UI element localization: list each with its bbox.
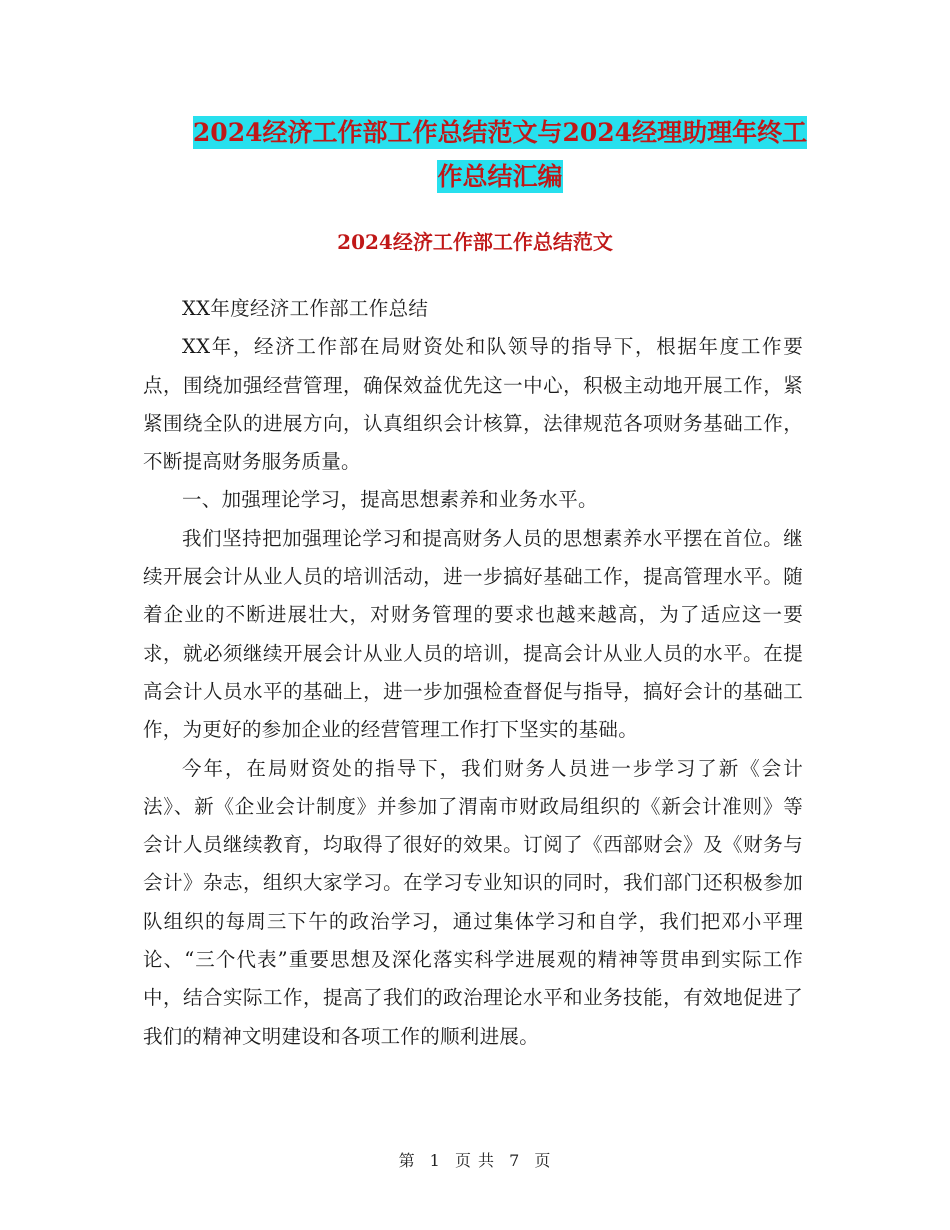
paragraph: XX年，经济工作部在局财资处和队领导的指导下，根据年度工作要点，围绕加强经营管理，确保效益优先这一中心，积极主动地开展工作，紧紧围绕全队的进展方向，认真组织会计核算，法律规范各项财务基础工作，不断提高财务服务质量。 [143,335,803,474]
paragraph-heading: XX年度经济工作部工作总结 [182,297,429,320]
paragraph: 我们坚持把加强理论学习和提高财务人员的思想素养水平摆在首位。继续开展会计从业人员的培训活动，进一步搞好基础工作，提高管理水平。随着企业的不断进展壮大，对财务管理的要求也越来越高，为了适应这一要求，就必须继续开展会计从业人员的培训，提高会计从业人员的水平。在提高会计人员水平的基础上，进一步加强检查督促与指导，搞好会计的基础工作，为更好的参加企业的经营管理工作打下坚实的基础。 [143,526,803,742]
page-number: 1 [429,1151,441,1170]
footer-prefix: 第 [398,1151,416,1170]
footer-mid: 页 共 [454,1151,496,1170]
document-title-line-1: 2024经济工作部工作总结范文与2024经理助理年终工 [192,118,808,147]
footer-suffix: 页 [534,1151,552,1170]
paragraph-section-heading: 一、加强理论学习，提高思想素养和业务水平。 [182,488,598,512]
page-total: 7 [509,1151,521,1170]
document-title-line-2: 作总结汇编 [437,162,563,191]
paragraph: 今年，在局财资处的指导下，我们财务人员进一步学习了新《会计法》、新《企业会计制度》并参加了渭南市财政局组织的《新会计准则》等会计人员继续教育，均取得了很好的效果。订阅了《西部财会》及《财务与会计》杂志，组织大家学习。在学习专业知识的同时，我们部门还积极参加队组织的每周三下午的政治学习，通过集体学习和自学，我们把邓小平理论、“三个代表”重要思想及深化落实科学进展观的精神等贯串到实际工作中，结合实际工作，提高了我们的政治理论水平和业务技能，有效地促进了我们的精神文明建设和各项工作的顺利进展。 [143,756,803,1048]
page-footer [0,1148,950,1171]
document-body [143,290,803,1056]
section-title: 2024经济工作部工作总结范文 [337,230,613,254]
